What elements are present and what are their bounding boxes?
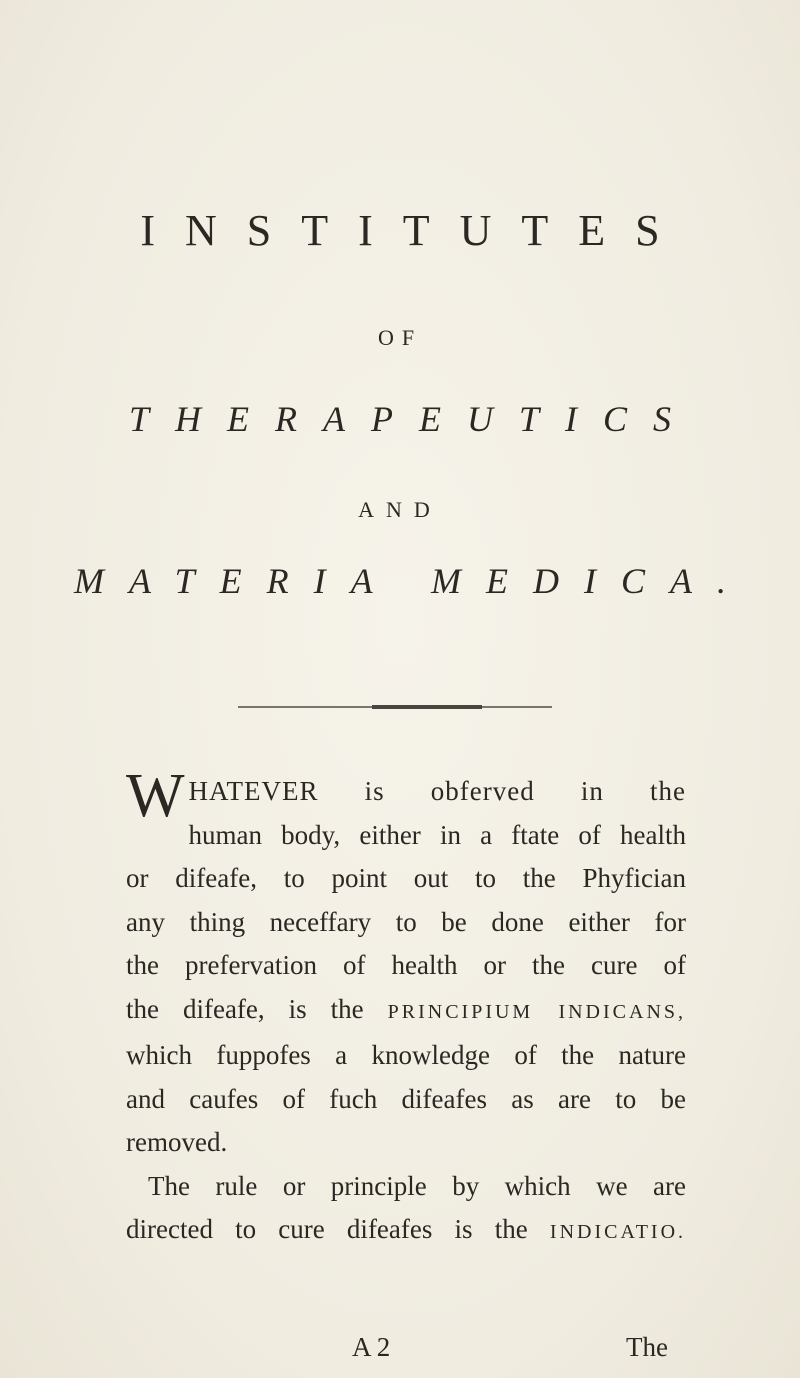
text-line: human body, either in a ftate of health [188, 819, 686, 850]
title-institutes: INSTITUTES [140, 206, 690, 255]
text-line: The rule or principle by which we are [148, 1170, 686, 1201]
title-therapeutics: THERAPEUTICS [129, 399, 697, 439]
title-of: OF [377, 325, 423, 350]
title-and: AND [358, 497, 442, 522]
text-line: and caufes of fuch difeafes as are to be [126, 1083, 686, 1114]
small-caps-term: PRINCIPIUM INDICANS, [387, 1000, 687, 1023]
text-line-with-small-caps [126, 988, 686, 1035]
ornamental-rule-center [372, 705, 482, 709]
text-line: which fuppofes a knowledge of the nature [126, 1040, 686, 1070]
text-line: any thing neceffary to be done either for [126, 906, 686, 937]
text-line: HATEVER is obferved in the [188, 776, 686, 806]
text-line: removed. [126, 1127, 228, 1157]
drop-cap: W [126, 762, 185, 830]
text-fragment: the difeafe, is the [126, 993, 364, 1024]
small-caps-term: INDICATIO. [549, 1221, 687, 1243]
text-line-with-small-caps [126, 1208, 686, 1255]
title-materia-medica: MATERIA MEDICA. [74, 561, 751, 601]
text-line: or difeafe, to point out to the Phyfician [126, 863, 686, 893]
text-line: the prefervation of health or the cure of [126, 950, 686, 980]
catchword: The [626, 1332, 668, 1362]
text-fragment: directed to cure difeafes is the [126, 1214, 528, 1244]
body-text [126, 762, 687, 1255]
signature-mark: A 2 [352, 1332, 391, 1362]
